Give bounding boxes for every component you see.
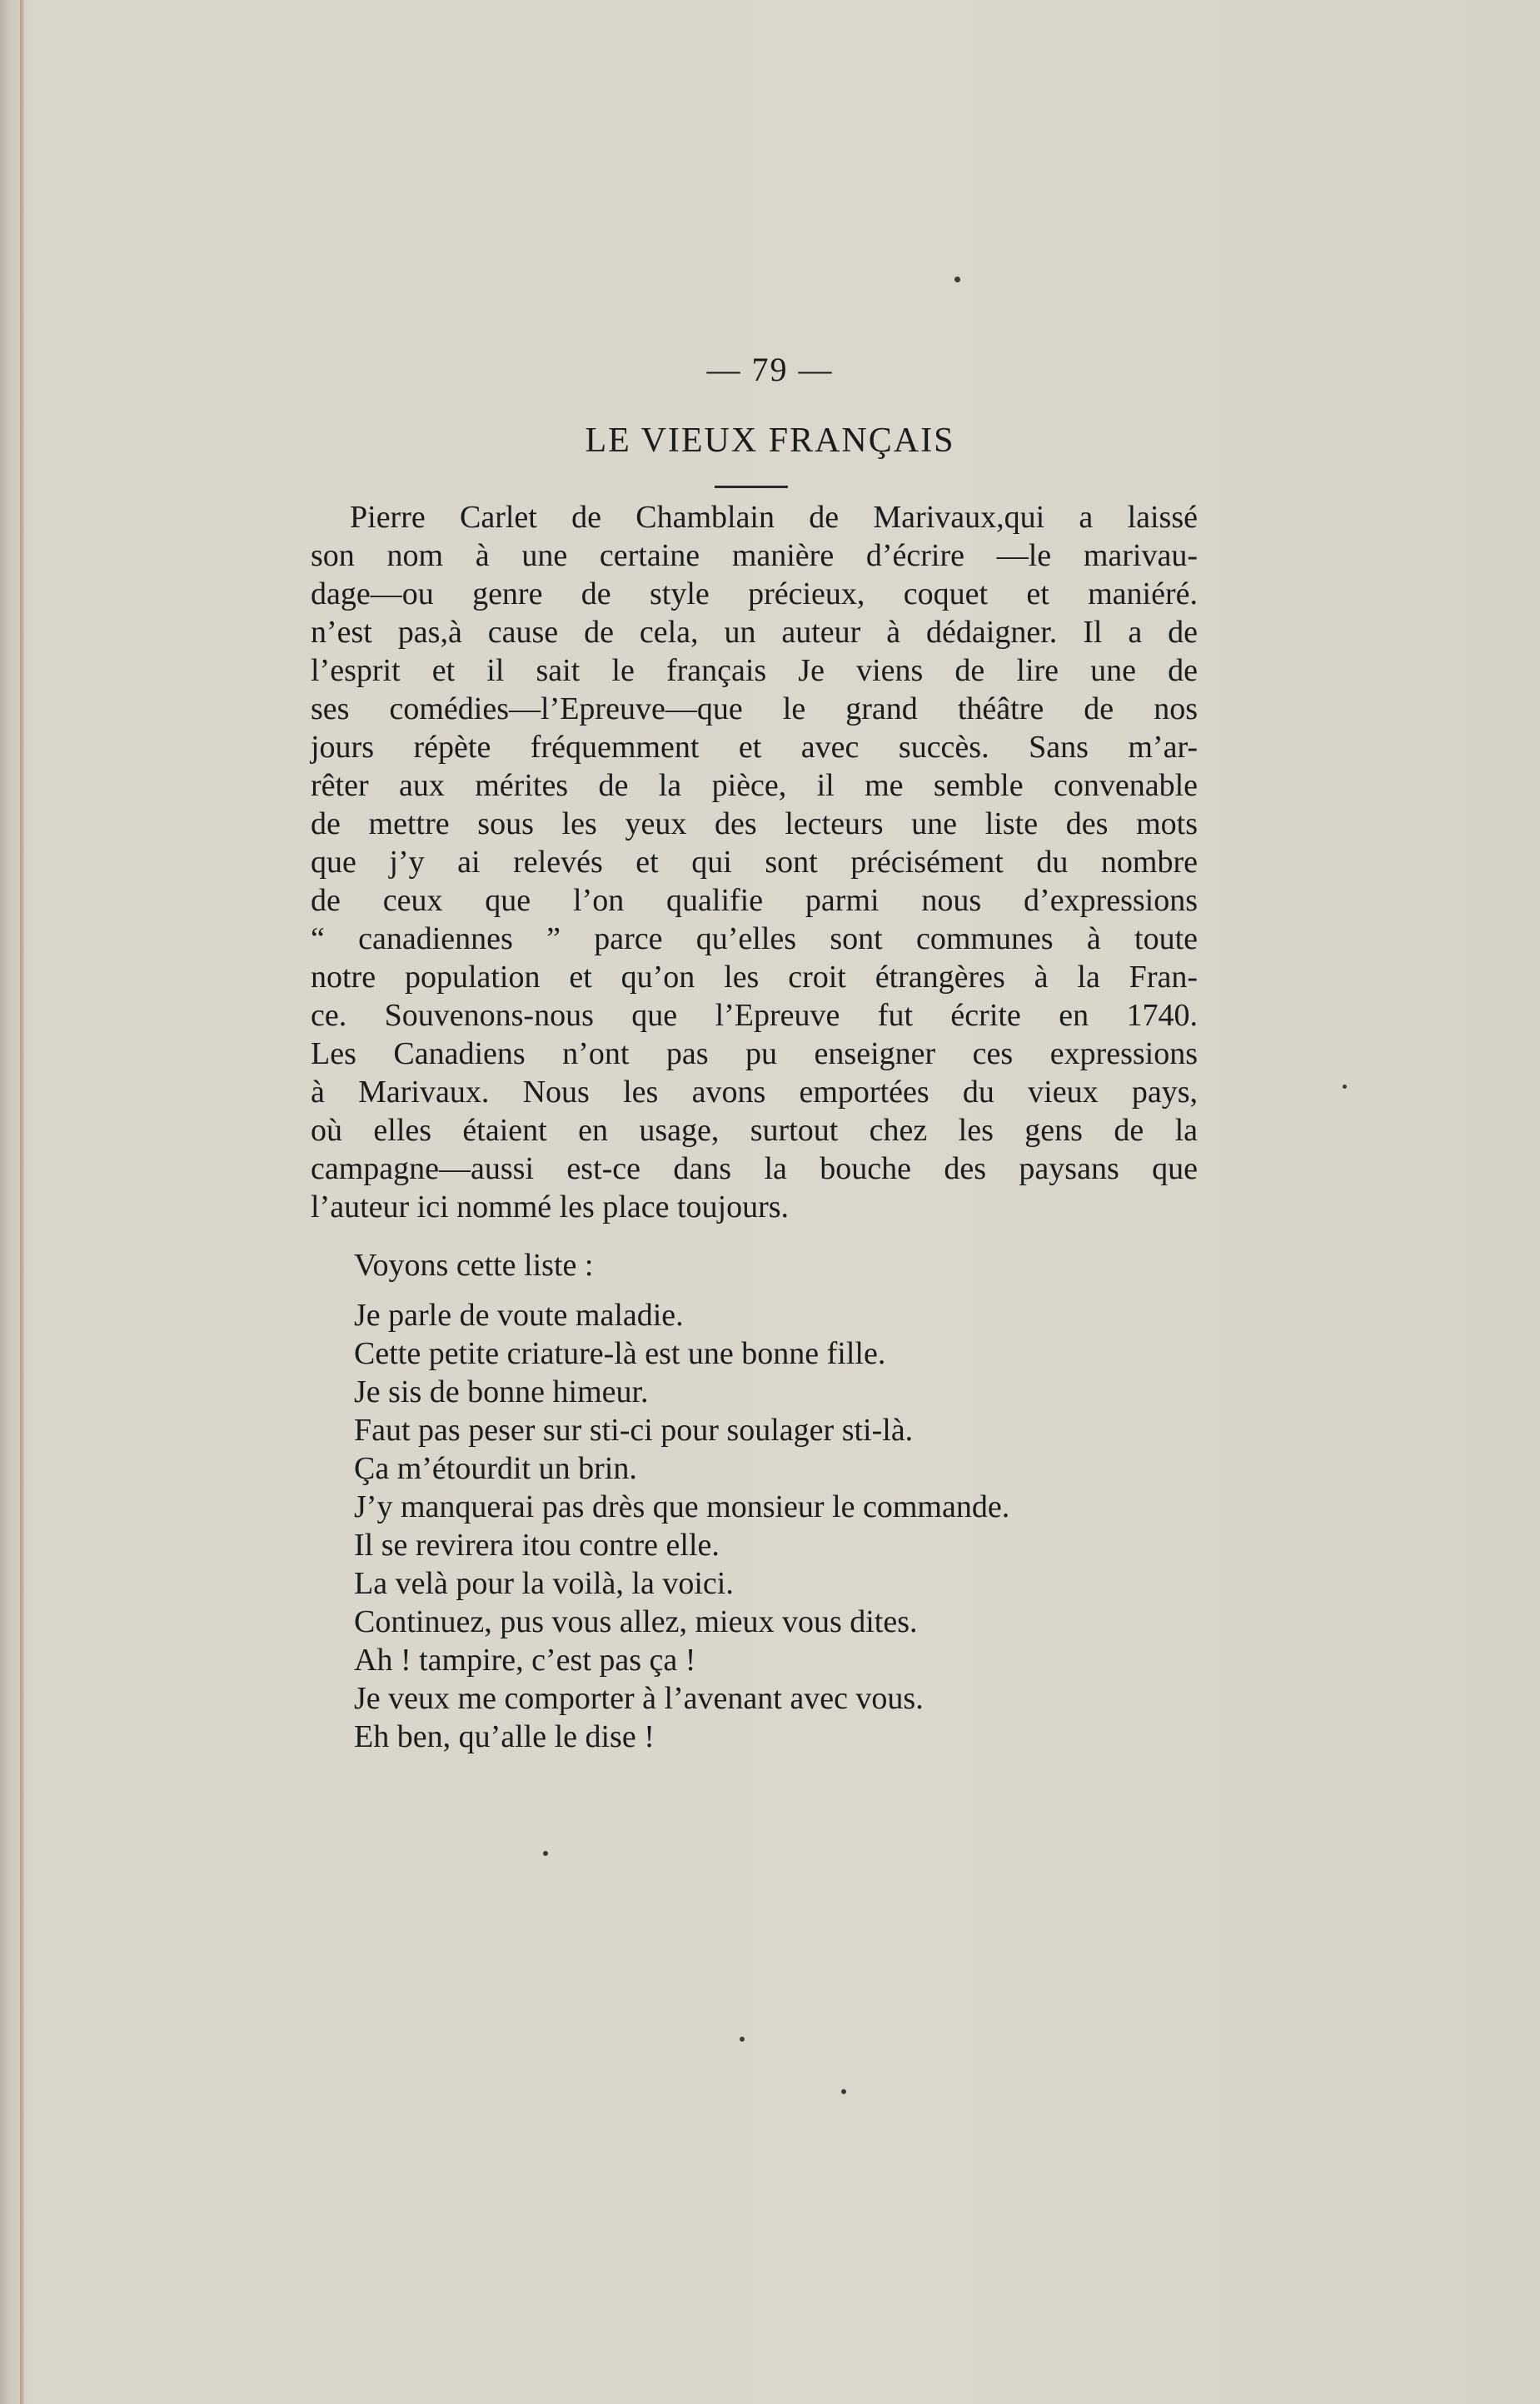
paragraph-line: l’esprit et il sait le français Je viens de lire une de: [311, 653, 1198, 688]
example-line: Il se revirera itou contre elle.: [354, 1528, 720, 1563]
list-intro: Voyons cette liste :: [354, 1248, 594, 1283]
paragraph-line: l’auteur ici nommé les place toujours.: [311, 1190, 790, 1224]
example-line: Ça m’étourdit un brin.: [354, 1451, 637, 1486]
title-rule: [715, 486, 788, 488]
example-line: Continuez, pus vous allez, mieux vous dites.: [354, 1604, 918, 1639]
paragraph-line: rêter aux mérites de la pièce, il me semble convenable: [311, 768, 1198, 803]
example-line: Je sis de bonne himeur.: [354, 1374, 649, 1409]
paragraph-line: ce. Souvenons-nous que l’Epreuve fut écrite en 1740.: [311, 998, 1198, 1033]
paragraph-line: notre population et qu’on les croit étrangères à la Fran-: [311, 960, 1198, 995]
dust-speck: [954, 277, 960, 282]
page-number: — 79 —: [706, 351, 834, 388]
section-title: LE VIEUX FRANÇAIS: [585, 421, 955, 460]
paragraph-line: n’est pas,à cause de cela, un auteur à dédaigner. Il a de: [311, 615, 1198, 650]
example-line: Ah ! tampire, c’est pas ça !: [354, 1643, 696, 1678]
paragraph-line: ses comédies—l’Epreuve—que le grand théâtre de nos: [311, 691, 1198, 726]
paragraph-line: à Marivaux. Nous les avons emportées du vieux pays,: [311, 1075, 1198, 1110]
dust-speck: [841, 2089, 846, 2094]
example-list: [354, 1296, 1009, 1756]
dust-speck: [543, 1851, 548, 1856]
example-line: Je parle de voute maladie.: [354, 1298, 684, 1333]
dust-speck: [740, 2037, 745, 2042]
example-line: Je veux me comporter à l’avenant avec vous.: [354, 1681, 924, 1716]
paragraph-line: de mettre sous les yeux des lecteurs une liste des mots: [311, 806, 1198, 841]
example-line: La velà pour la voilà, la voici.: [354, 1566, 734, 1601]
body-paragraph: [311, 498, 1198, 1226]
dust-speck: [1343, 1085, 1347, 1089]
paragraph-line: où elles étaient en usage, surtout chez les gens de la: [311, 1113, 1198, 1148]
example-line: Eh ben, qu’alle le dise !: [354, 1719, 655, 1754]
paragraph-line: jours répète fréquemment et avec succès. Sans m’ar-: [311, 730, 1198, 765]
example-line: Faut pas peser sur sti-ci pour soulager sti-là.: [354, 1413, 914, 1448]
paragraph-line: campagne—aussi est-ce dans la bouche des paysans que: [311, 1151, 1198, 1186]
paragraph-line: que j’y ai relevés et qui sont précisément du nombre: [311, 845, 1198, 880]
paragraph-line: dage—ou genre de style précieux, coquet et maniéré.: [311, 576, 1198, 611]
paragraph-line: Pierre Carlet de Chamblain de Marivaux,qui a laissé: [350, 500, 1198, 535]
example-line: Cette petite criature-là est une bonne fille.: [354, 1336, 886, 1371]
paragraph-line: son nom à une certaine manière d’écrire —le marivau-: [311, 538, 1198, 573]
paragraph-line: de ceux que l’on qualifie parmi nous d’expressions: [311, 883, 1198, 918]
paragraph-line: “ canadiennes ” parce qu’elles sont communes à toute: [311, 921, 1198, 956]
example-line: J’y manquerai pas drès que monsieur le commande.: [354, 1489, 1010, 1524]
paragraph-line: Les Canadiens n’ont pas pu enseigner ces expressions: [311, 1036, 1198, 1071]
